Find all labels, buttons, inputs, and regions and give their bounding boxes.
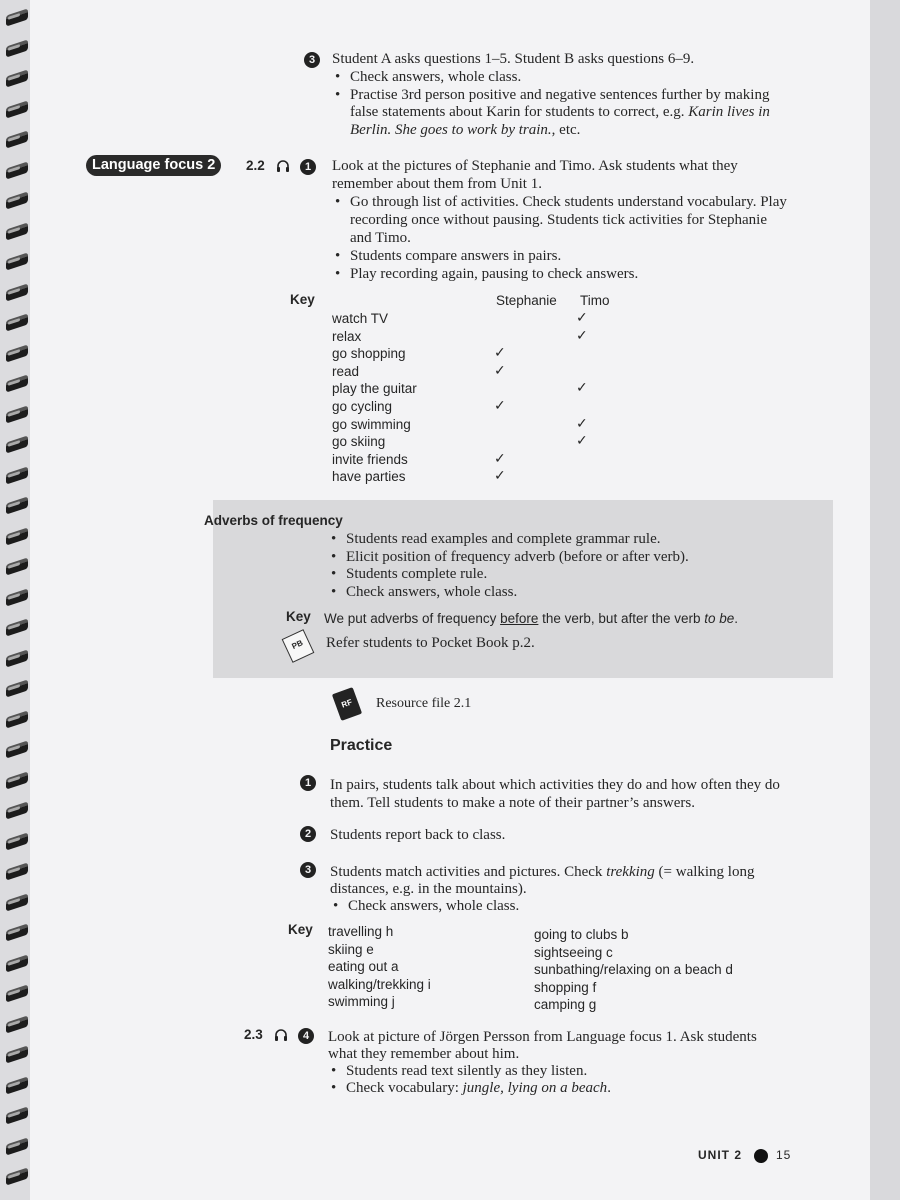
step-text: Look at the pictures of Stephanie and Timo. Ask students what they — [332, 158, 738, 174]
step-number: 4 — [298, 1028, 314, 1044]
bullet: • Students read text silently as they listen. — [346, 1063, 587, 1081]
binding-ring — [6, 588, 28, 606]
binding-ring — [6, 374, 28, 392]
binding-ring — [6, 496, 28, 514]
step-number: 1 — [300, 159, 316, 175]
binding-ring — [6, 313, 28, 331]
match-answer: travelling h — [328, 924, 394, 939]
stephanie-tick: ✓ — [494, 398, 506, 414]
step-number: 2 — [300, 826, 316, 842]
binding-ring — [6, 466, 28, 484]
resource-file-icon: RF — [332, 687, 362, 721]
binding-ring — [6, 344, 28, 362]
binding-ring — [6, 252, 28, 270]
activity-name: watch TV — [332, 311, 389, 326]
timo-tick: ✓ — [576, 433, 588, 450]
unit-label: UNIT 2 — [698, 1148, 743, 1162]
track-number: 2.3 — [244, 1027, 263, 1042]
activity-name: go shopping — [332, 346, 406, 362]
binding-ring — [6, 740, 28, 758]
activity-name: go swimming — [332, 416, 411, 432]
resource-file-reference: Resource file 2.1 — [376, 696, 472, 711]
bullet: • Students compare answers in pairs. — [350, 248, 561, 266]
match-answer: skiing e — [328, 941, 374, 957]
binding-ring — [6, 923, 28, 941]
bullet: • Play recording again, pausing to check answers. — [350, 266, 638, 284]
binding-ring — [6, 710, 28, 728]
pocket-book-icon: PB — [282, 629, 315, 663]
bullet-continuation: and Timo. — [350, 230, 411, 246]
bullet-continuation: recording once without pausing. Students tick activities for Stephanie — [350, 212, 767, 228]
binding-ring — [6, 39, 28, 57]
binding-ring — [6, 801, 28, 819]
binding-ring — [6, 1015, 28, 1033]
binding-ring — [6, 100, 28, 118]
key-label: Key — [288, 922, 313, 937]
binding-ring — [6, 679, 28, 697]
step-text: Look at picture of Jörgen Persson from Language focus 1. Ask students — [328, 1029, 757, 1045]
binding-ring — [6, 862, 28, 880]
activity-name: play the guitar — [332, 381, 417, 397]
binding-ring — [6, 649, 28, 667]
headphones-icon — [274, 1028, 288, 1042]
match-answer: sunbathing/relaxing on a beach d — [534, 962, 733, 977]
binding-ring — [6, 527, 28, 545]
bullet-continuation: false statements about Karin for students to correct, e.g. Karin lives in — [350, 104, 770, 120]
match-answer: shopping f — [534, 979, 597, 995]
pocket-book-reference: Refer students to Pocket Book p.2. — [326, 635, 535, 651]
timo-tick: ✓ — [576, 310, 588, 326]
binding-ring — [6, 8, 28, 26]
match-answer: swimming j — [328, 994, 395, 1009]
match-answer: camping g — [534, 997, 597, 1012]
activity-name: invite friends — [332, 451, 408, 467]
match-answer: walking/trekking i — [328, 976, 431, 992]
headphones-icon — [276, 159, 290, 173]
activity-name: relax — [332, 328, 362, 344]
timo-tick: ✓ — [576, 380, 588, 397]
page — [30, 0, 870, 1200]
activity-name: read — [332, 363, 360, 379]
binding-ring — [6, 557, 28, 575]
step-text: Students report back to class. — [330, 827, 506, 843]
bullet: • Practise 3rd person positive and negative sentences further by making — [350, 87, 769, 105]
bullet: • Check answers, whole class. — [346, 584, 517, 602]
binding-ring — [6, 1137, 28, 1155]
activity-name: have parties — [332, 469, 406, 485]
step-text: Students match activities and pictures. Check trekking (= walking long — [330, 864, 755, 880]
spiral-binding — [0, 0, 30, 1200]
bullet: • Elicit position of frequency adverb (before or after verb). — [346, 549, 689, 567]
match-answer: going to clubs b — [534, 927, 629, 942]
binding-ring — [6, 1076, 28, 1094]
step-number: 1 — [300, 775, 316, 791]
stephanie-tick: ✓ — [494, 345, 506, 362]
key-label: Key — [286, 609, 311, 624]
activity-name: go skiing — [332, 434, 386, 450]
activity-name: go cycling — [332, 399, 393, 414]
stephanie-tick: ✓ — [494, 362, 506, 379]
binding-ring — [6, 984, 28, 1002]
column-header-timo: Timo — [580, 293, 610, 308]
column-header-stephanie: Stephanie — [496, 293, 557, 308]
binding-ring — [6, 771, 28, 789]
key-label: Key — [290, 292, 315, 307]
track-number: 2.2 — [246, 158, 265, 173]
bullet: • Check vocabulary: jungle, lying on a beach. — [346, 1080, 611, 1098]
binding-ring — [6, 1106, 28, 1124]
step-number: 3 — [300, 862, 316, 878]
bullet-continuation: Berlin. She goes to work by train., etc. — [350, 122, 581, 138]
binding-ring — [6, 222, 28, 240]
step-text: them. Tell students to make a note of their partner’s answers. — [330, 795, 695, 811]
timo-tick: ✓ — [576, 415, 588, 432]
step-text: what they remember about him. — [328, 1046, 520, 1062]
language-focus-label: Language focus 2 — [86, 155, 221, 176]
bullet: • Check answers, whole class. — [348, 898, 519, 916]
binding-ring — [6, 1045, 28, 1063]
adverbs-title: Adverbs of frequency — [204, 513, 343, 528]
step-number: 3 — [304, 52, 320, 68]
step-text: Student A asks questions 1–5. Student B asks questions 6–9. — [332, 51, 695, 67]
timo-tick: ✓ — [576, 327, 588, 344]
binding-ring — [6, 832, 28, 850]
binding-ring — [6, 130, 28, 148]
footer-dot — [754, 1149, 768, 1163]
binding-ring — [6, 161, 28, 179]
binding-ring — [6, 69, 28, 87]
binding-ring — [6, 618, 28, 636]
binding-ring — [6, 283, 28, 301]
bullet: • Students complete rule. — [346, 566, 487, 584]
practice-heading: Practice — [330, 737, 393, 754]
bullet: • Go through list of activities. Check students understand vocabulary. Play — [350, 194, 787, 212]
binding-ring — [6, 405, 28, 423]
stephanie-tick: ✓ — [494, 450, 506, 467]
match-answer: eating out a — [328, 959, 399, 974]
page-number: 15 — [776, 1148, 792, 1162]
match-answer: sightseeing c — [534, 944, 613, 960]
bullet: • Check answers, whole class. — [350, 69, 521, 87]
binding-ring — [6, 893, 28, 911]
stephanie-tick: ✓ — [494, 468, 506, 485]
binding-ring — [6, 954, 28, 972]
step-text: remember about them from Unit 1. — [332, 176, 542, 192]
binding-ring — [6, 1167, 28, 1185]
step-text: In pairs, students talk about which activities they do and how often they do — [330, 777, 780, 793]
grammar-rule-answer: We put adverbs of frequency before the verb, but after the verb to be. — [324, 611, 739, 626]
binding-ring — [6, 191, 28, 209]
bullet: • Students read examples and complete grammar rule. — [346, 531, 660, 549]
binding-ring — [6, 435, 28, 453]
step-text: distances, e.g. in the mountains). — [330, 881, 527, 897]
